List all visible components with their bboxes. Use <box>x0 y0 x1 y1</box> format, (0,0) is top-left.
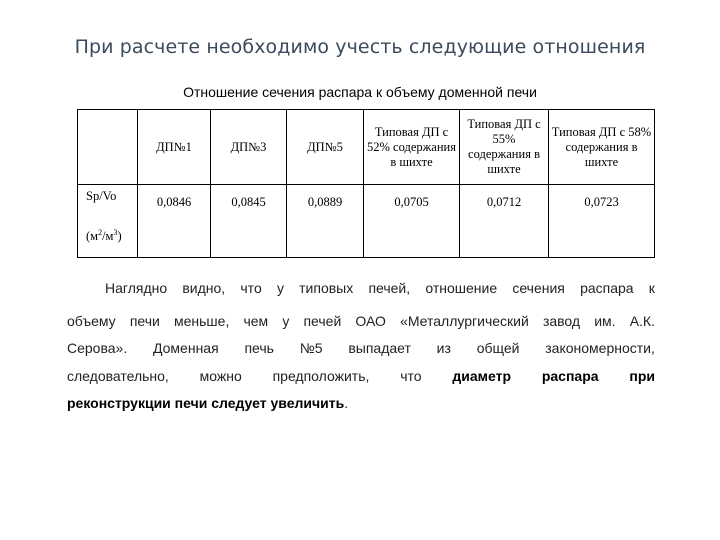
paragraph-word: отношение <box>425 280 498 296</box>
paragraph-line-4 <box>67 366 655 386</box>
value-typical-55: 0,0712 <box>460 185 549 258</box>
paragraph-word: объему <box>67 313 116 329</box>
paragraph-word: Доменная <box>153 340 219 356</box>
paragraph-word: им. <box>594 313 616 329</box>
value-typical-58: 0,0723 <box>549 185 655 258</box>
header-dp3: ДП№3 <box>211 110 287 185</box>
paragraph-word: сечения <box>512 280 565 296</box>
paragraph-word-bold: распара <box>541 368 599 384</box>
paragraph-word: Наглядно <box>105 280 168 296</box>
paragraph-word: к <box>648 280 655 296</box>
header-dp1: ДП№1 <box>138 110 211 185</box>
conclusion-paragraph-3 <box>67 338 655 358</box>
paragraph-word: печей, <box>368 280 411 296</box>
paragraph-word: что <box>400 368 422 384</box>
paragraph-word: можно <box>199 368 242 384</box>
conclusion-paragraph <box>67 278 655 298</box>
table-header-row <box>78 110 655 185</box>
value-dp1: 0,0846 <box>138 185 211 258</box>
slide-title: При расчете необходимо учесть следующие отношения <box>74 36 646 58</box>
paragraph-line-2 <box>67 311 655 331</box>
paragraph-word: что <box>240 280 262 296</box>
paragraph-word: ОАО <box>355 313 386 329</box>
header-typical-58: Типовая ДП с 58% содержания в шихте <box>549 110 655 185</box>
paragraph-word: «Металлургический <box>400 313 529 329</box>
conclusion-paragraph-5 <box>67 393 655 413</box>
table-value-row <box>78 185 655 258</box>
row-label: Sp/Vo <box>86 189 117 203</box>
paragraph-word: предположить, <box>272 368 370 384</box>
paragraph-word: №5 <box>299 340 323 356</box>
paragraph-word: распара <box>580 280 634 296</box>
paragraph-line-3 <box>67 338 655 358</box>
paragraph-word: закономерности, <box>545 340 655 356</box>
paragraph-word: завод <box>542 313 581 329</box>
header-dp5: ДП№5 <box>287 110 364 185</box>
value-dp3: 0,0845 <box>211 185 287 258</box>
paragraph-word: у <box>276 280 284 296</box>
paragraph-word: типовых <box>299 280 354 296</box>
paragraph-word: из <box>436 340 451 356</box>
paragraph-word: выпадает <box>348 340 411 356</box>
row-unit: $(м^2/м^3)$ <box>86 228 122 244</box>
paragraph-word: печь <box>244 340 274 356</box>
paragraph-word: Серова». <box>67 340 128 356</box>
paragraph-word: А.К. <box>629 313 655 329</box>
empty-corner-cell <box>78 110 138 185</box>
paragraph-word-bold: при <box>629 368 655 384</box>
value-typical-52: 0,0705 <box>364 185 460 258</box>
conclusion-paragraph-4 <box>67 366 655 386</box>
paragraph-word-bold: диаметр <box>452 368 512 384</box>
bold-conclusion: реконструкции печи следует увеличить <box>67 395 345 411</box>
value-dp5: 0,0889 <box>287 185 364 258</box>
paragraph-word: меньше, <box>173 313 230 329</box>
paragraph-line-5: реконструкции печи следует увеличить. <box>67 395 349 411</box>
row-label-cell <box>78 185 138 258</box>
paragraph-word: следовательно, <box>67 368 169 384</box>
paragraph-word: чем <box>243 313 269 329</box>
conclusion-paragraph-2 <box>67 311 655 331</box>
ratio-table <box>77 109 655 258</box>
paragraph-word: видно, <box>182 280 226 296</box>
paragraph-word: печей <box>303 313 342 329</box>
paragraph-word: общей <box>476 340 520 356</box>
paragraph-word: у <box>282 313 290 329</box>
table-caption: Отношение сечения распара к объему доменной печи <box>183 84 537 100</box>
paragraph-line-1 <box>67 278 655 298</box>
paragraph-word: печи <box>129 313 160 329</box>
header-typical-55: Типовая ДП с 55% содержания в шихте <box>460 110 549 185</box>
header-typical-52: Типовая ДП с 52% содержания в шихте <box>364 110 460 185</box>
